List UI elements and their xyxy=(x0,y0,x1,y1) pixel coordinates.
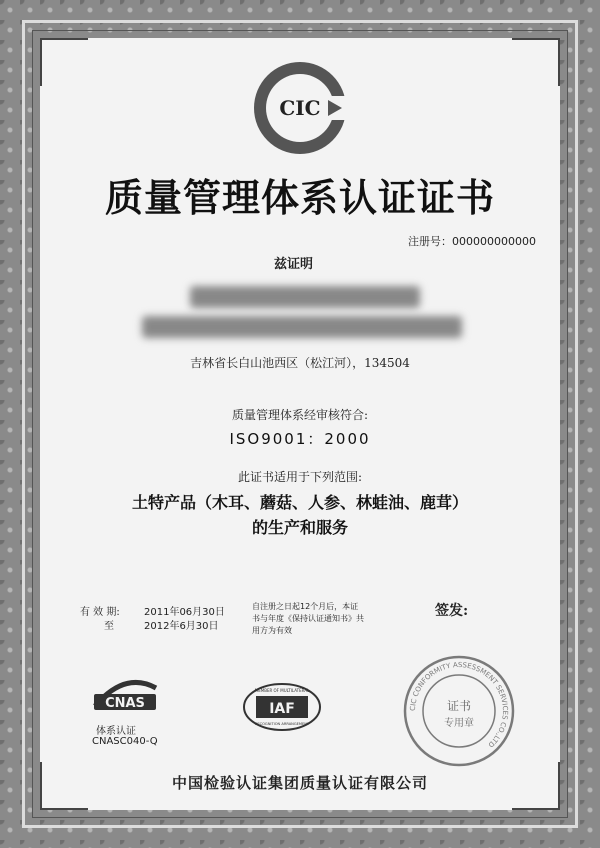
certificate-title: 质量管理体系认证证书 xyxy=(104,175,495,220)
redacted-company-name xyxy=(190,286,420,308)
iaf-top-text: MEMBER OF MULTILATERAL xyxy=(254,688,310,693)
validity-to-label: 至 xyxy=(104,621,114,632)
corner-ornament xyxy=(512,38,560,86)
validity-start-date: 2011年06月30日 xyxy=(144,607,225,618)
redacted-company-name xyxy=(142,316,462,338)
company-address: 吉林省长白山池西区（松江河），134504 xyxy=(190,356,410,370)
registration-number: 注册号：000000000000 xyxy=(408,235,536,248)
seal-center-text: 证书 xyxy=(446,699,472,713)
validity-note: 自注册之日起12个月后，本证书与年度《保持认证通知书》共用方为有效 xyxy=(252,602,364,635)
cnas-code: CNASC040-Q xyxy=(92,736,158,747)
cic-logo-icon xyxy=(250,58,350,158)
hereby-certify-label: 兹证明 xyxy=(274,257,314,272)
seal-center-subtext: 专用章 xyxy=(444,718,474,729)
iaf-logo-icon xyxy=(242,682,322,732)
issued-by-label: 签发: xyxy=(435,603,469,619)
cnas-logo-icon xyxy=(90,676,160,716)
validity-label: 有 效 期: xyxy=(80,607,120,618)
cnas-logo-text: CNAS xyxy=(105,696,145,711)
iaf-bottom-text: RECOGNITION ARRANGEMENT xyxy=(254,722,310,726)
issuing-organization: 中国检验认证集团质量认证有限公司 xyxy=(171,774,428,792)
certificate-seal-icon xyxy=(402,654,516,768)
seal-ring-text: CIC CONFORMITY ASSESSMENT SERVICES CO.,LTD xyxy=(408,660,510,749)
system-label: 质量管理体系经审核符合: xyxy=(231,408,369,422)
logo-text: CIC xyxy=(279,96,321,120)
validity-end-date: 2012年6月30日 xyxy=(144,621,219,632)
scope-text: 的生产和服务 xyxy=(251,518,348,537)
scope-text: 土特产品（木耳、蘑菇、人参、林蛙油、鹿茸） xyxy=(131,493,468,512)
cnas-label: 体系认证 xyxy=(96,726,136,737)
standard: ISO9001：2000 xyxy=(229,430,371,448)
iaf-logo-text: IAF xyxy=(269,701,295,717)
scope-label: 此证书适用于下列范围: xyxy=(237,470,363,484)
